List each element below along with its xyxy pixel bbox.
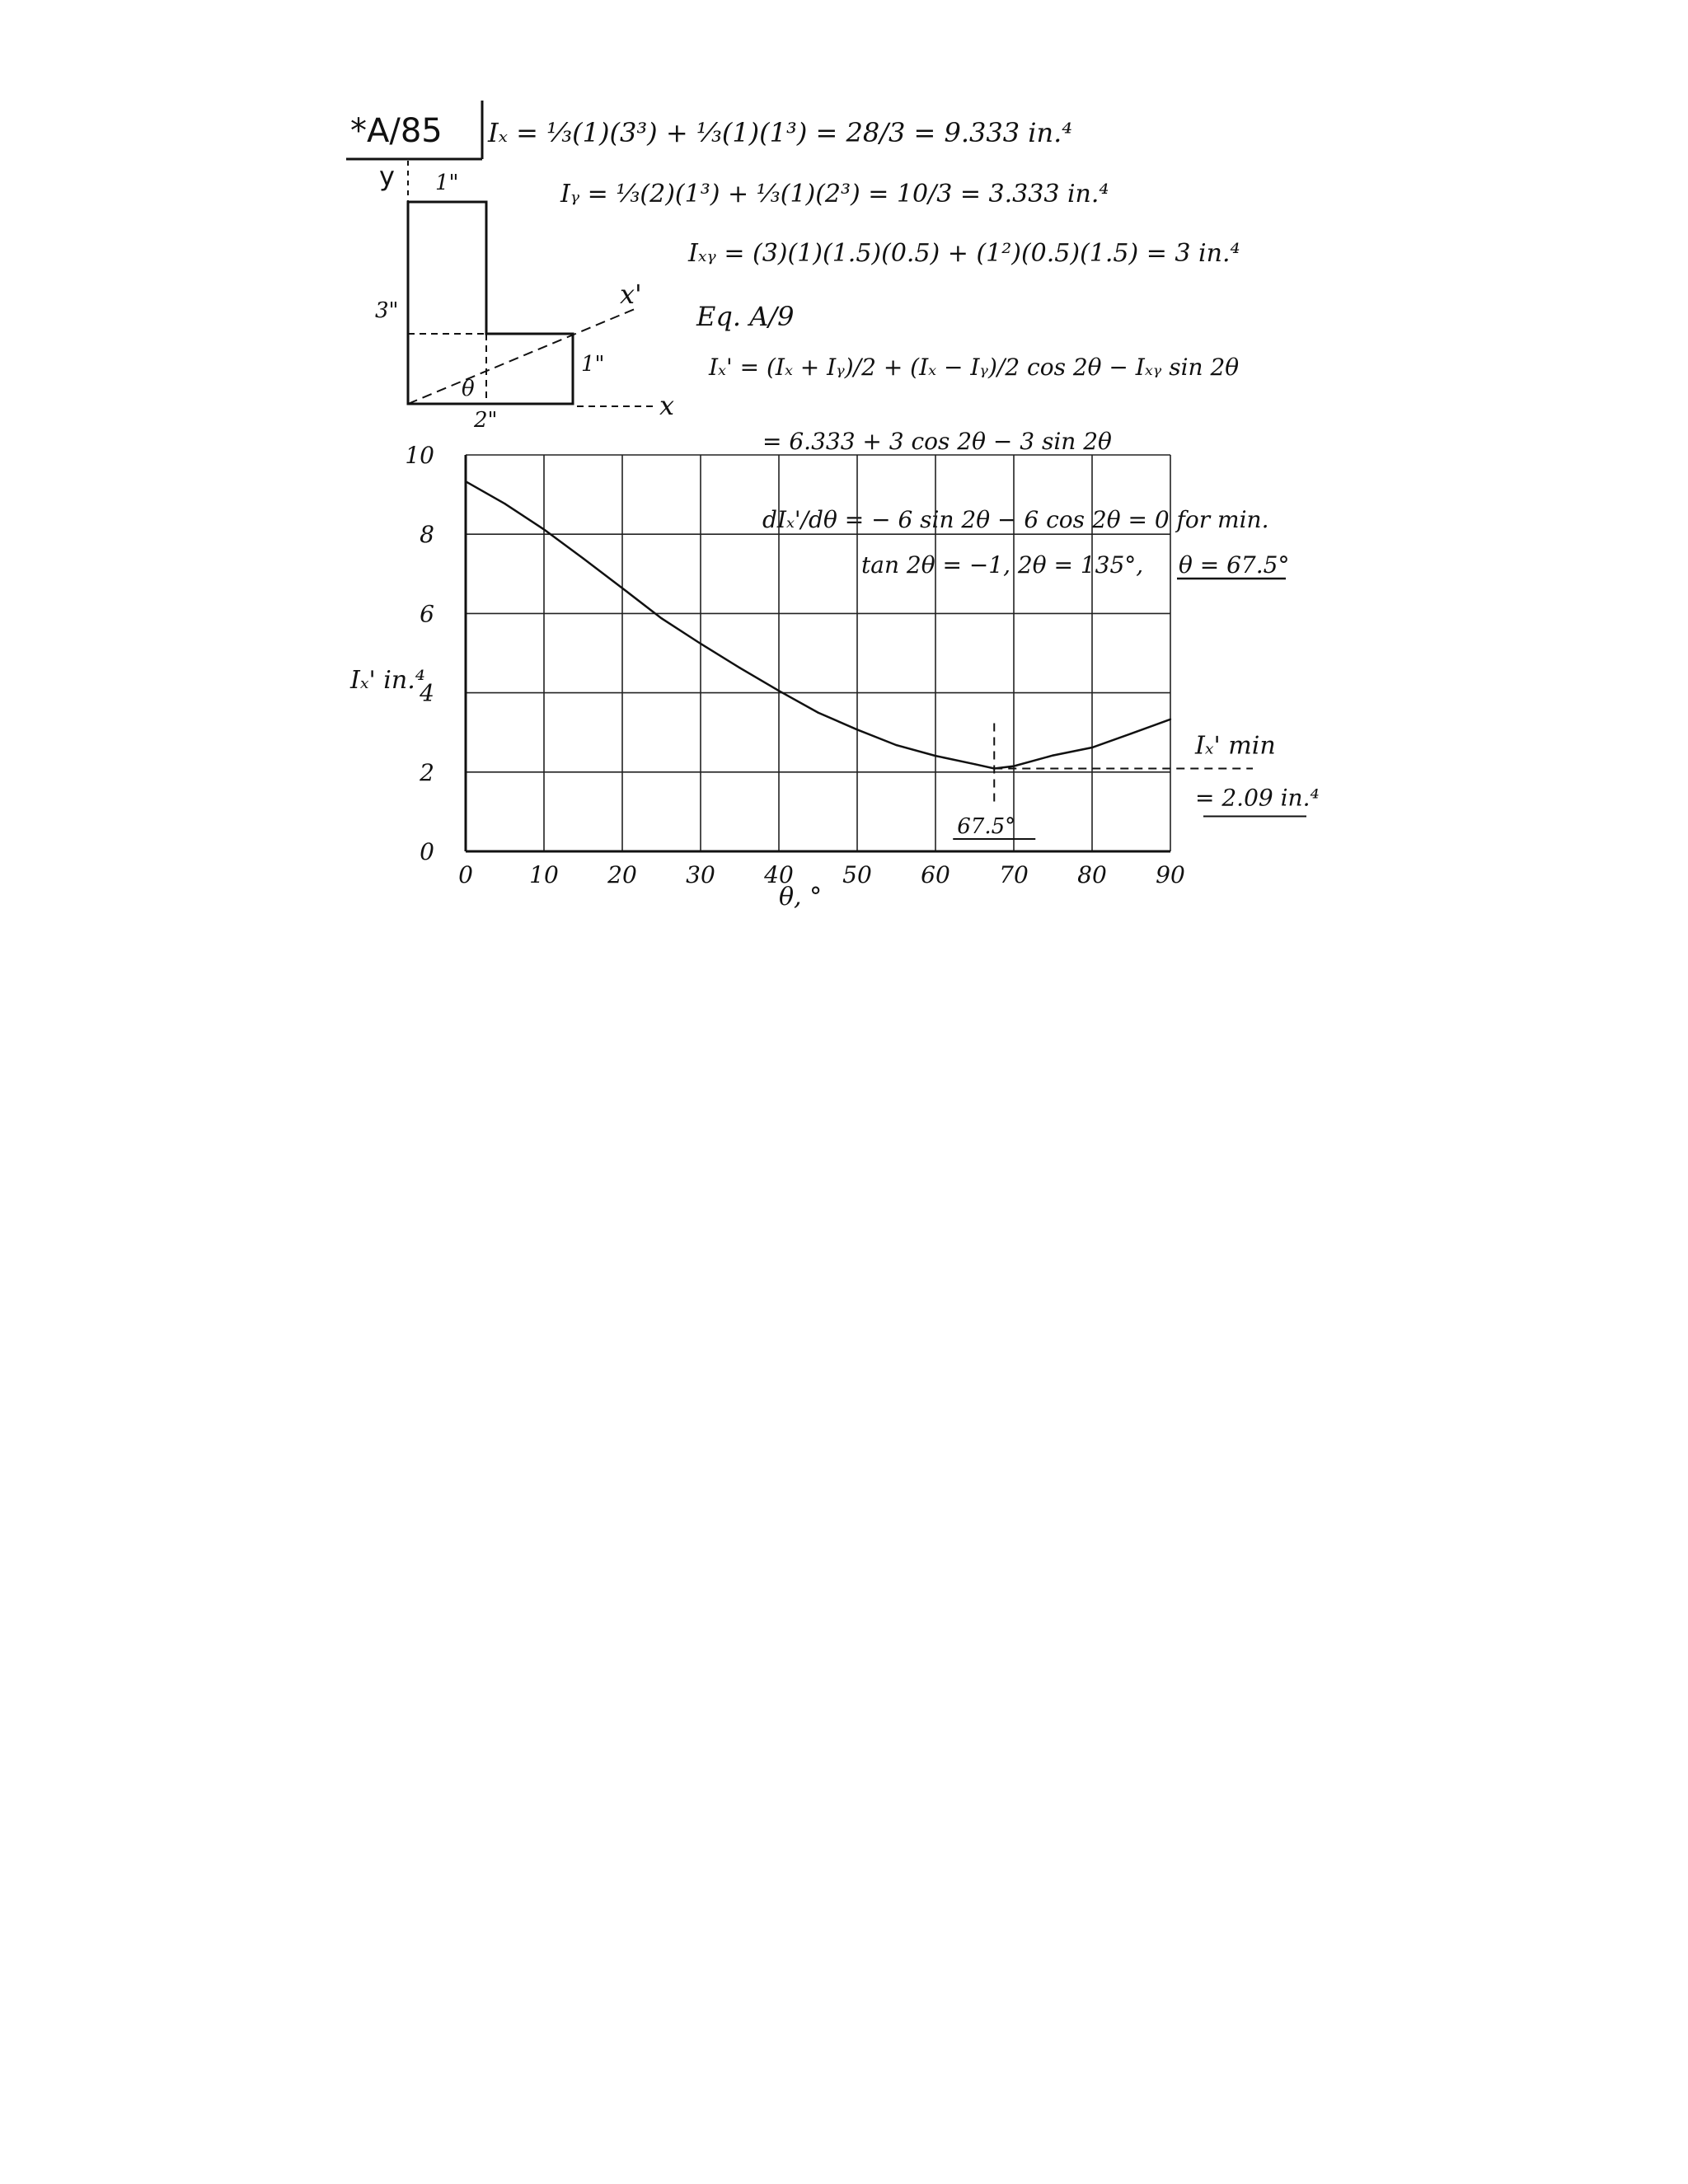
y-tick-labels — [405, 442, 434, 865]
data-point — [935, 755, 936, 757]
y-axis-label: y — [379, 161, 395, 192]
ixprime-equation: Iₓ' = (Iₓ + Iᵧ)/2 + (Iₓ − Iᵧ)/2 cos 2θ − Iₓᵧ sin 2θ — [709, 354, 1240, 381]
ix-equation: Iₓ = ⅓(1)(3³) + ⅓(1)(1³) = 28/3 = 9.333 in.⁴ — [488, 117, 1073, 148]
iy-equation: Iᵧ = ⅓(2)(1³) + ⅓(1)(2³) = 10/3 = 3.333 in.⁴ — [560, 180, 1109, 209]
eq-reference: Eq. A/9 — [696, 301, 795, 332]
theta-result: θ = 67.5° — [1179, 551, 1290, 579]
theta-label: θ — [462, 377, 475, 401]
data-point — [778, 690, 780, 691]
y-tick-label: 8 — [420, 521, 434, 549]
dim-left: 3" — [375, 298, 399, 323]
x-tick-label: 80 — [1077, 861, 1107, 888]
data-point — [817, 711, 818, 713]
x-tick-label: 50 — [842, 861, 872, 888]
x-tick-label: 0 — [458, 861, 473, 888]
x-tick-label: 40 — [764, 861, 794, 888]
data-point — [856, 729, 858, 730]
data-point — [738, 667, 740, 668]
data-point — [504, 503, 505, 504]
data-point — [660, 617, 662, 619]
min-label: Iₓ' min — [1195, 731, 1276, 761]
y-tick-label: 2 — [420, 758, 434, 786]
expanded-equation: = 6.333 + 3 cos 2θ − 3 sin 2θ — [762, 428, 1112, 455]
xprime-axis-label: x' — [620, 279, 642, 310]
x-axis-title: θ, ° — [779, 883, 823, 912]
min-value-label: = 2.09 in.⁴ — [1195, 784, 1320, 812]
x-tick-label: 90 — [1156, 861, 1185, 888]
data-point — [1091, 747, 1093, 748]
y-tick-label: 10 — [405, 442, 434, 469]
data-point — [543, 528, 545, 530]
dim-top: 1" — [435, 171, 459, 195]
y-tick-label: 0 — [420, 838, 434, 865]
data-point — [700, 643, 701, 644]
data-point — [1052, 754, 1053, 756]
equations — [487, 117, 1289, 579]
min-theta-label: 67.5° — [957, 814, 1016, 839]
y-tick-label: 4 — [420, 679, 434, 707]
problem-number: *A/85 — [350, 112, 443, 150]
y-axis-title: Iₓ' in.⁴ — [350, 666, 425, 695]
x-tick-label: 70 — [999, 861, 1029, 888]
data-point — [582, 557, 584, 559]
x-axis-label: x — [659, 390, 675, 421]
data-point — [973, 763, 975, 765]
ixy-equation: Iₓᵧ = (3)(1)(1.5)(0.5) + (1²)(0.5)(1.5) = 3 in.⁴ — [688, 239, 1240, 268]
derivative-equation: dIₓ'/dθ = − 6 sin 2θ − 6 cos 2θ = 0 for min. — [762, 506, 1269, 533]
data-point — [1130, 733, 1132, 734]
x-tick-label: 30 — [686, 861, 715, 888]
tan-equation: tan 2θ = −1, 2θ = 135°, — [861, 551, 1144, 579]
l-shape-outline — [408, 202, 573, 404]
problem-header — [346, 101, 482, 159]
x-tick-label: 60 — [921, 861, 950, 888]
data-point — [895, 744, 897, 746]
dim-bottom: 2" — [474, 408, 498, 433]
minimum-annotation — [953, 723, 1319, 839]
x-tick-label: 20 — [607, 861, 637, 888]
dim-right: 1" — [581, 352, 605, 377]
y-tick-label: 6 — [420, 600, 434, 628]
x-tick-label: 10 — [529, 861, 559, 888]
data-point — [1013, 765, 1015, 766]
data-point — [465, 480, 467, 482]
data-point — [1170, 719, 1171, 720]
data-point — [621, 587, 623, 588]
